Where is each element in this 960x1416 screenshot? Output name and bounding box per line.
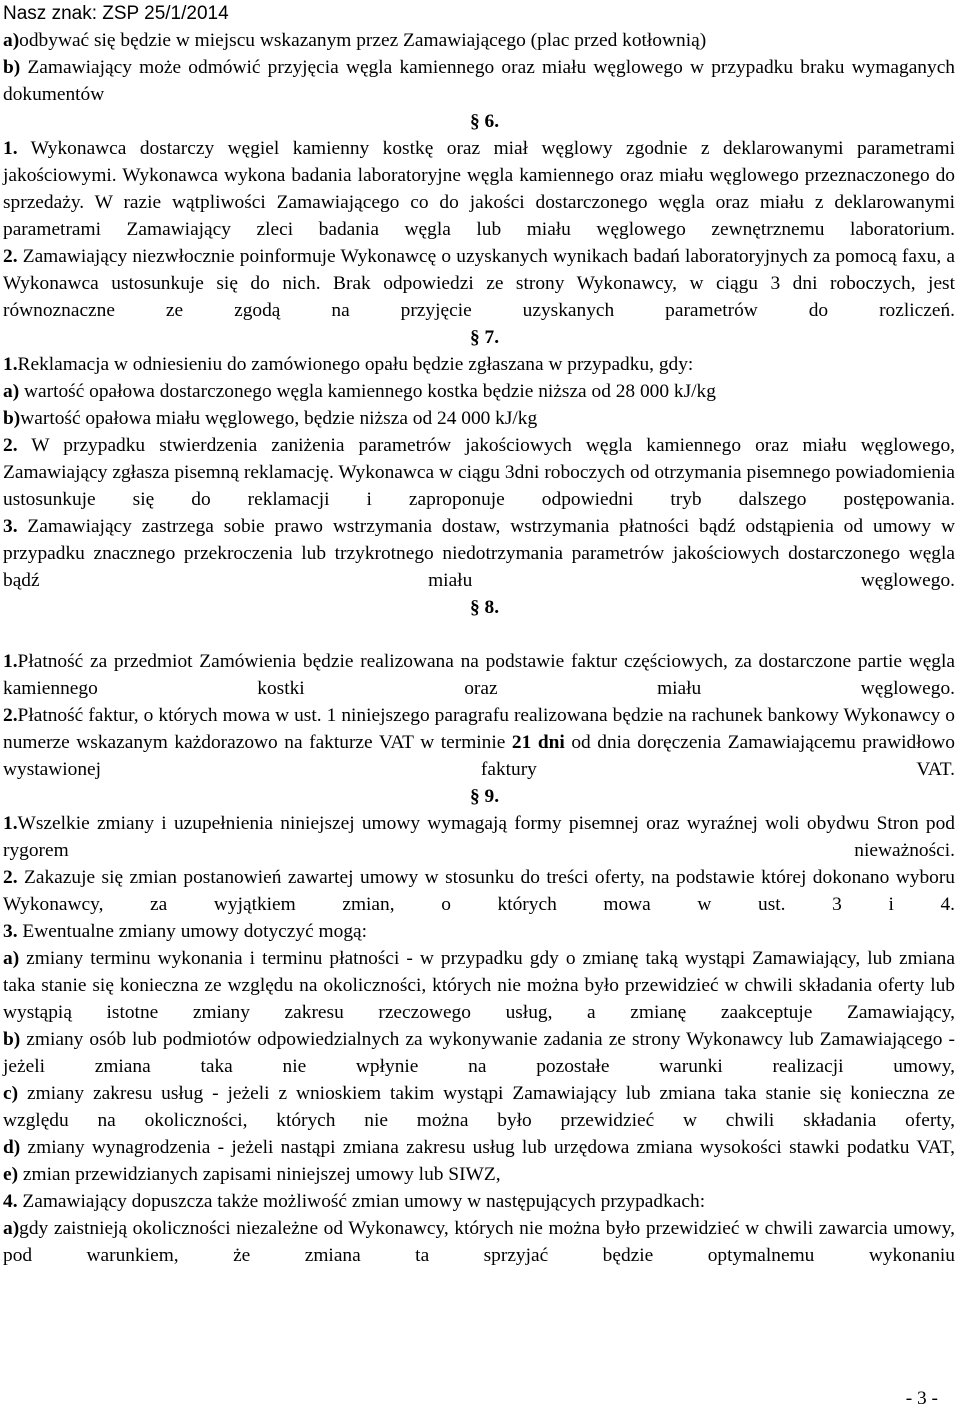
item-text: W przypadku stwierdzenia zaniżenia parametrów jakościowych węgla kamiennego oraz miału węglowego, Zamawiający zgłasza pisemną reklamację. Wykonawca w ciągu 3dni roboczych od otrzymania pisemnego powiadomienia ustosunkuje się do reklamacji i zaproponuje odpowiedni tryb dalszego postępowania. <box>3 435 955 510</box>
item-marker: e) <box>3 1164 19 1185</box>
item-text: Wszelkie zmiany i uzupełnienia niniejszej umowy wymagają formy pisemnej oraz wyraźnej woli obydwu Stron pod rygorem nieważności. <box>3 813 955 861</box>
section-9-item-3d <box>3 1134 955 1161</box>
section-9-item-4 <box>3 1188 955 1215</box>
paragraph-5b <box>3 54 955 108</box>
item-marker: b) <box>3 408 21 429</box>
item-text: wartość opałowa dostarczonego węgla kamiennego kostka będzie niższa od 28 000 kJ/kg <box>19 381 716 402</box>
item-text: zmian przewidzianych zapisami niniejszej umowy lub SIWZ, <box>18 1164 501 1185</box>
item-marker: 2. <box>3 246 18 267</box>
section-7-item-1b <box>3 405 955 432</box>
item-marker: b) <box>3 57 21 78</box>
section-6-item-2 <box>3 243 955 324</box>
item-marker: a) <box>3 381 20 402</box>
section-9-item-2 <box>3 864 955 918</box>
item-text: zmiany osób lub podmiotów odpowiedzialnych za wykonywanie zadania ze strony Wykonawcy lub Zamawiającego - jeżeli zmiana taka nie wpłynie na pozostałe warunki realizacji umowy, <box>3 1029 955 1077</box>
item-text: Zamawiający zastrzega sobie prawo wstrzymania dostaw, wstrzymania płatności bądź odstąpienia od umowy w przypadku znacznego przekroczenia lub trzykrotnego niedotrzymania parametrów jakościowych dostarczonego węgla bądź miału węglowego. <box>3 516 955 591</box>
item-text: Płatność za przedmiot Zamówienia będzie realizowana na podstawie faktur częściowych, za dostarczone partie węgla kamiennego kostki oraz miału węglowego. <box>3 651 955 699</box>
paragraph-5a <box>3 27 955 54</box>
section-8-title: § 8. <box>470 597 500 618</box>
item-marker: 4. <box>3 1191 18 1212</box>
spacer <box>3 621 955 648</box>
item-marker: 1. <box>3 651 18 672</box>
item-marker: c) <box>3 1083 19 1104</box>
item-text: Reklamacja w odniesieniu do zamówionego opału będzie zgłaszana w przypadku, gdy: <box>17 354 694 375</box>
section-6-item-1 <box>3 135 955 243</box>
page-number: - 3 - <box>905 1388 938 1409</box>
item-text: zmiany wynagrodzenia - jeżeli nastąpi zmiana zakresu usług lub urzędowa zmiana wysokości stawki podatku VAT, <box>20 1137 955 1158</box>
item-marker: 1. <box>3 813 18 834</box>
item-marker: 1. <box>3 354 18 375</box>
item-marker: a) <box>3 1218 20 1239</box>
section-9-item-1 <box>3 810 955 864</box>
item-marker: a) <box>3 30 20 51</box>
item-text: gdy zaistnieją okoliczności niezależne od Wykonawcy, których nie można było przewidzieć w chwili zawarcia umowy, pod warunkiem, że zmiana ta sprzyjać będzie optymalnemu wykonaniu <box>3 1218 955 1266</box>
payment-term: 21 dni <box>511 732 565 753</box>
section-7-title: § 7. <box>470 327 500 348</box>
item-text: Wykonawca dostarczy węgiel kamienny kostkę oraz miał węglowy zgodnie z deklarowanymi parametrami jakościowymi. Wykonawca wykona badania laboratoryjne węgla kamiennego oraz miału węglowego przeznaczonego do sprzedaży. W razie wątpliwości Zamawiającego co do jakości dostarczonego węgla oraz miału z deklarowanymi parametrami Zamawiający zleci badania węgla lub miału węglowego zewnętrznemu laboratorium. <box>3 138 955 240</box>
item-marker: 2. <box>3 705 18 726</box>
section-6-title: § 6. <box>470 111 500 132</box>
item-text: wartość opałowa miału węglowego, będzie niższa od 24 000 kJ/kg <box>20 408 538 429</box>
item-marker: 3. <box>3 921 18 942</box>
item-text: Zamawiający niezwłocznie poinformuje Wykonawcę o uzyskanych wynikach badań laboratoryjnych za pomocą faxu, a Wykonawca ustosunkuje się do nich. Brak odpowiedzi ze strony Wykonawcy, w ciągu 3 dni roboczych, jest równoznaczne ze zgodą na przyjęcie uzyskanych parametrów do rozliczeń. <box>3 246 955 321</box>
item-text-cont: od dnia doręczenia Zamawiającemu prawidłowo wystawionej faktury VAT. <box>3 732 955 780</box>
item-marker: 2. <box>3 435 18 456</box>
item-text: Zamawiający może odmówić przyjęcia węgla kamiennego oraz miału węglowego w przypadku braku wymaganych dokumentów <box>3 57 955 105</box>
item-text: odbywać się będzie w miejscu wskazanym przez Zamawiającego (plac przed kotłownią) <box>19 30 707 51</box>
item-marker: 3. <box>3 516 18 537</box>
document-page <box>3 0 955 1269</box>
item-marker: d) <box>3 1137 21 1158</box>
item-text: zmiany terminu wykonania i terminu płatności - w przypadku gdy o zmianę taką wystąpi Zamawiający, lub zmiana taka stanie się konieczna ze względu na okoliczności, których nie można było przewidzieć w chwili składania oferty lub wystąpią istotne zmiany zakresu rzeczowego usług, a zmianę zaakceptuje Zamawiający, <box>3 948 955 1023</box>
item-marker: b) <box>3 1029 21 1050</box>
item-marker: a) <box>3 948 20 969</box>
section-9-item-3c <box>3 1080 955 1134</box>
item-text: Płatność faktur, o których mowa w ust. 1 niniejszego paragrafu realizowana będzie na rachunek bankowy Wykonawcy o numerze wskazanym każdorazowo na fakturze VAT w terminie <box>3 705 955 753</box>
reference-header: Nasz znak: ZSP 25/1/2014 <box>3 3 229 24</box>
section-8-item-2 <box>3 702 955 783</box>
section-9-title: § 9. <box>470 786 500 807</box>
item-text: Ewentualne zmiany umowy dotyczyć mogą: <box>17 921 368 942</box>
section-9-item-4a <box>3 1215 955 1269</box>
item-text: Zamawiający dopuszcza także możliwość zmian umowy w następujących przypadkach: <box>17 1191 706 1212</box>
section-8-item-1 <box>3 648 955 702</box>
item-text: zmiany zakresu usług - jeżeli z wnioskiem takim wystąpi Zamawiający lub zmiana taka stanie się konieczna ze względu na okoliczności, których nie można było przewidzieć w chwili składania oferty, <box>3 1083 955 1131</box>
item-text: Zakazuje się zmian postanowień zawartej umowy w stosunku do treści oferty, na podstawie której dokonano wyboru Wykonawcy, za wyjątkiem zmian, o których mowa w ust. 3 i 4. <box>3 867 955 915</box>
section-7-item-3 <box>3 513 955 594</box>
section-7-item-1a <box>3 378 955 405</box>
section-9-item-3a <box>3 945 955 1026</box>
item-marker: 2. <box>3 867 18 888</box>
item-marker: 1. <box>3 138 18 159</box>
section-7-item-2 <box>3 432 955 513</box>
section-9-item-3 <box>3 918 955 945</box>
section-9-item-3e <box>3 1161 955 1188</box>
section-9-item-3b <box>3 1026 955 1080</box>
section-7-item-1 <box>3 351 955 378</box>
